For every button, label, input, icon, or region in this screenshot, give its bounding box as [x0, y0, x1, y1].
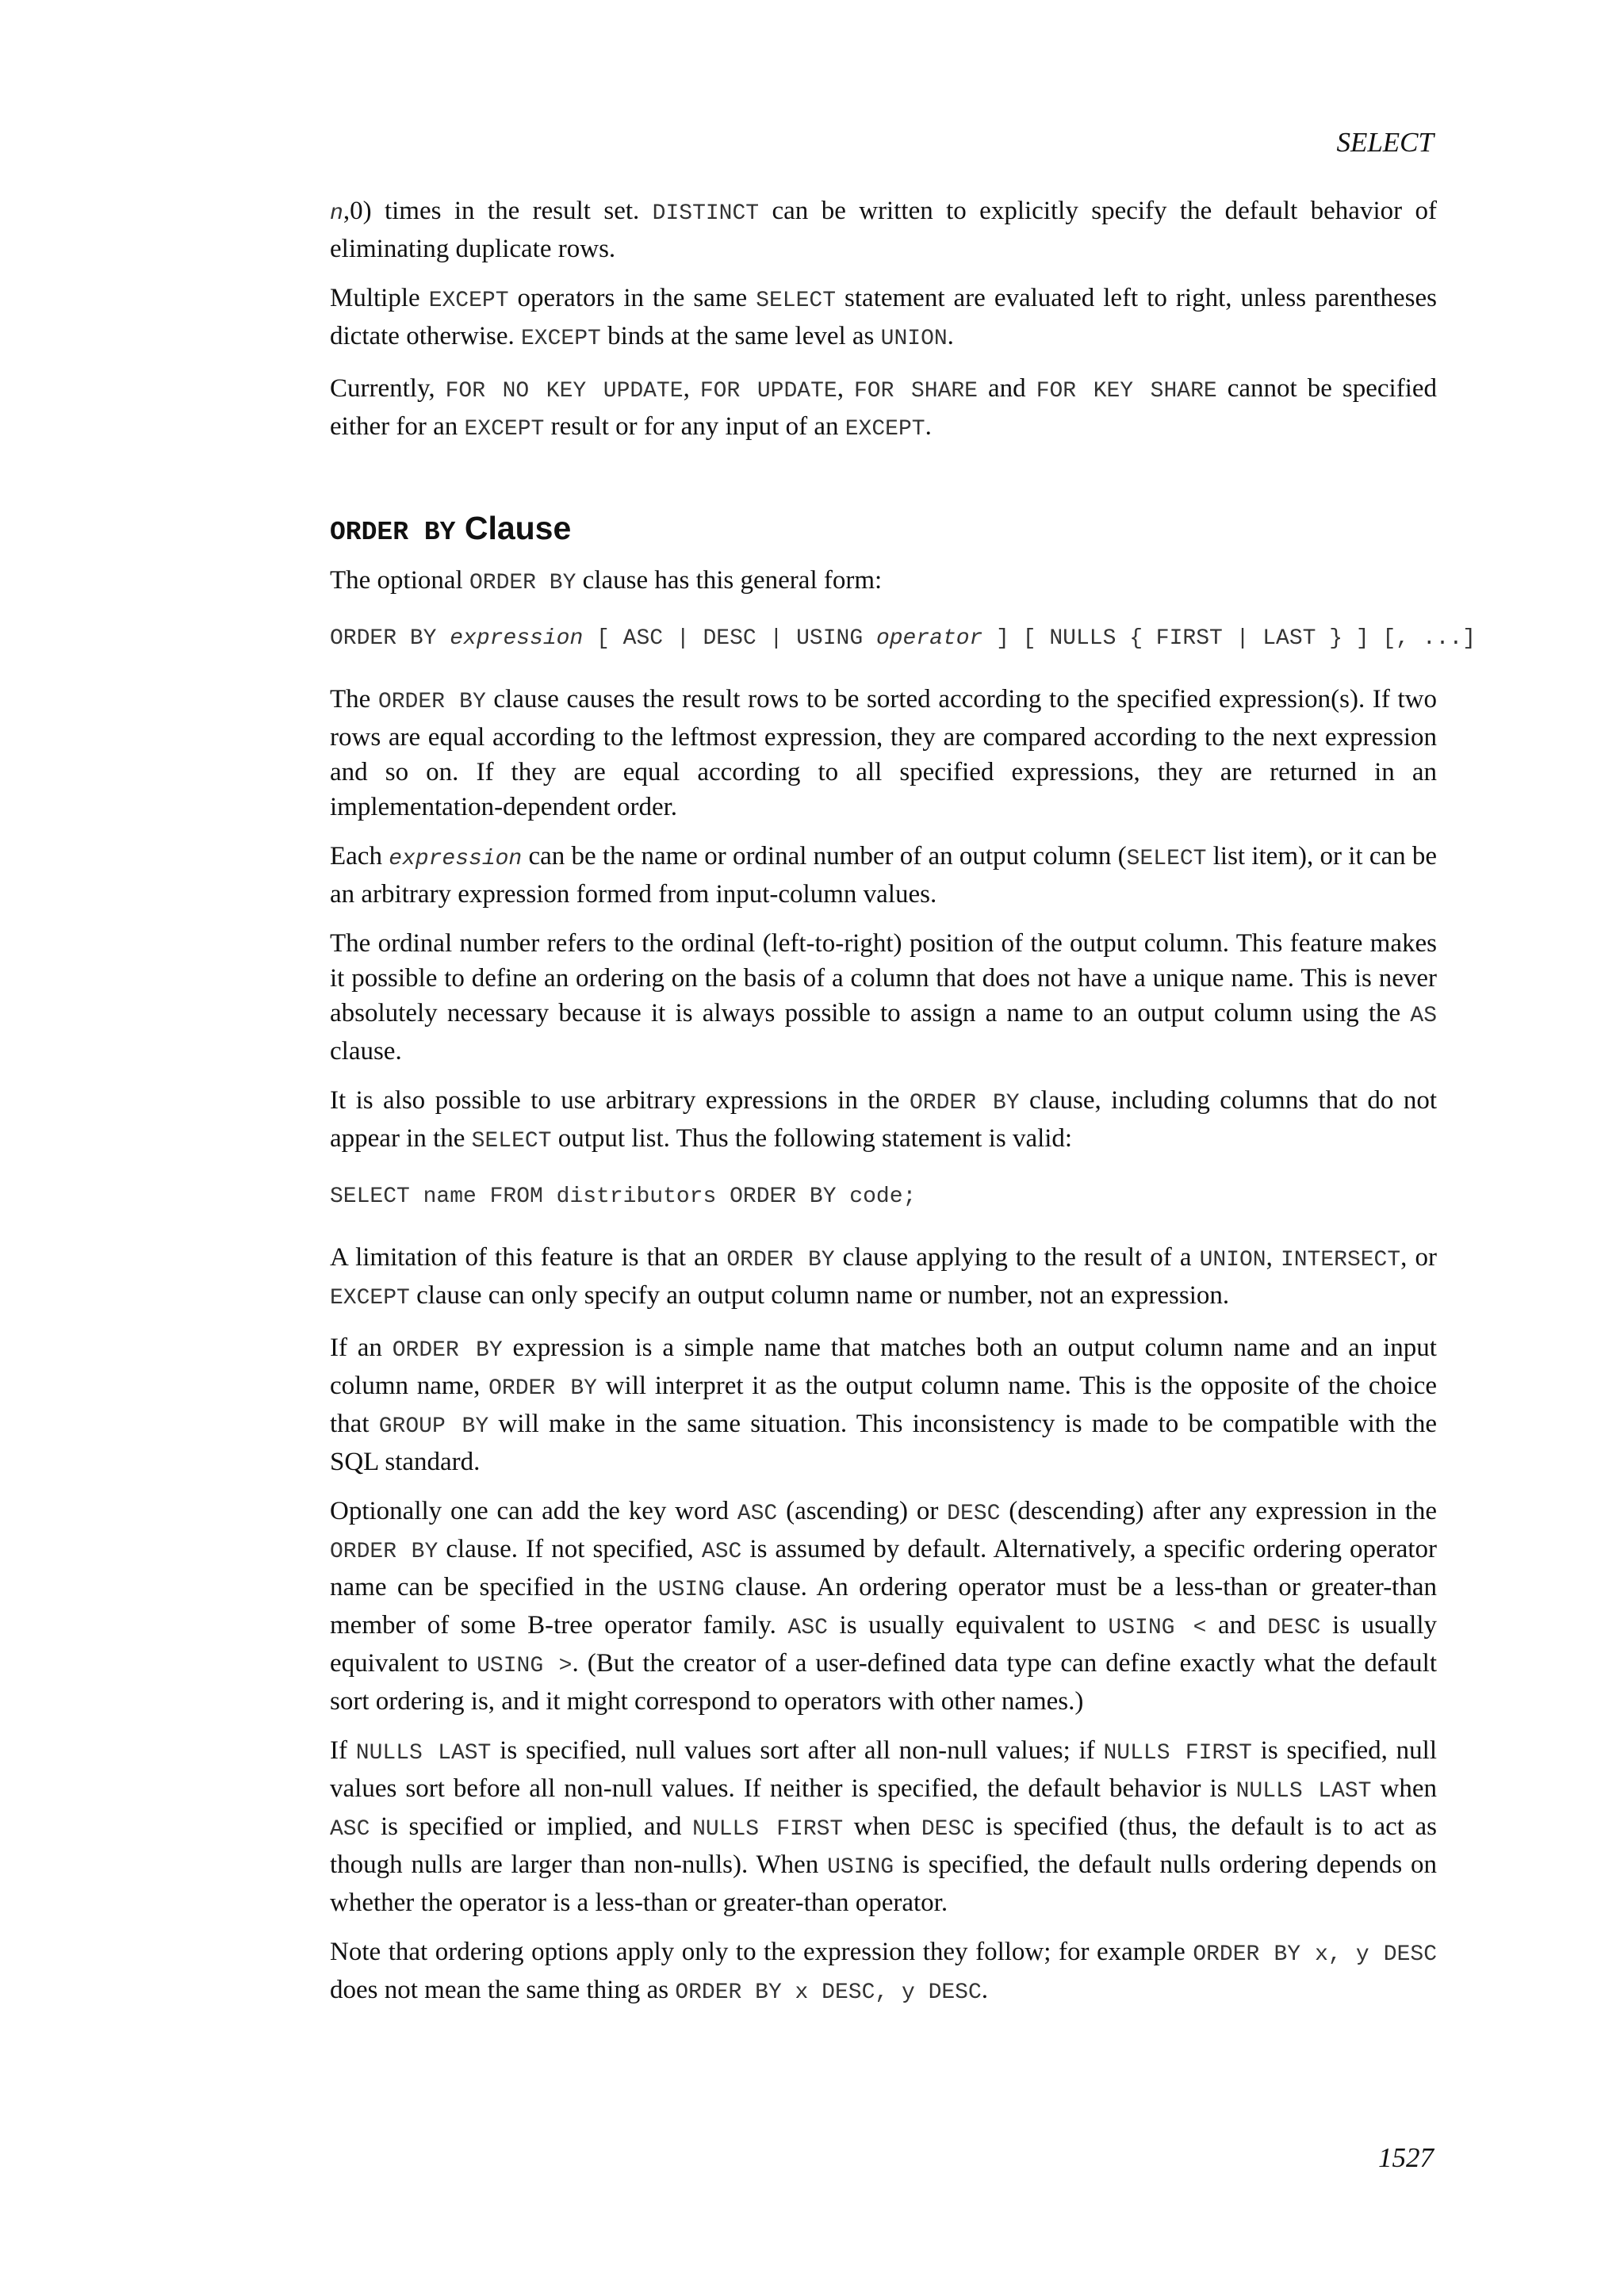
text: , — [837, 374, 854, 403]
inline-code: EXCEPT — [521, 327, 601, 351]
text: cannot be specified either for an — [330, 374, 1438, 441]
text: clause can only specify an output column name or number, not an expression. — [409, 1281, 1230, 1310]
text: , — [1266, 1243, 1281, 1272]
paragraph-name-match — [330, 1330, 1437, 1479]
inline-code: USING < — [1108, 1616, 1207, 1640]
syntax-synopsis — [330, 623, 1477, 655]
text: when — [843, 1812, 921, 1841]
inline-code: SELECT — [756, 289, 837, 313]
paragraph-asc-desc — [330, 1494, 1437, 1719]
text: is specified, null values sort after all non-null values; if — [491, 1736, 1104, 1765]
text: A limitation of this feature is that an — [330, 1243, 727, 1272]
text: can be written to explicitly specify the default behavior of eliminating duplicate rows. — [330, 197, 1437, 263]
text: ] [ NULLS { FIRST | LAST } ] [, ...] — [982, 626, 1477, 651]
text: is specified, null values sort before all non-null values. If neither is specified, the default behavior is — [330, 1736, 1437, 1803]
text: is specified, the default nulls ordering depends on whether the operator is a less-than or greater-than operator. — [330, 1850, 1437, 1917]
text: will interpret it as the output column name. This is the opposite of the choice that — [330, 1372, 1438, 1438]
text: Note that ordering options apply only to the expression they follow; for example — [330, 1938, 1193, 1966]
inline-code: ASC — [787, 1616, 828, 1640]
paragraph-arbitrary-expressions — [330, 1083, 1437, 1159]
text: (ascending) or — [777, 1497, 948, 1525]
paragraph-limitation — [330, 1240, 1437, 1316]
inline-code: DESC — [947, 1502, 1001, 1526]
text: and — [1206, 1611, 1268, 1640]
text: Optionally one can add the key word — [330, 1497, 737, 1525]
text: If an — [330, 1334, 393, 1362]
inline-code: USING > — [477, 1654, 573, 1678]
text: The ordinal number refers to the ordinal (left-to-right) position of the output column. This feature makes it possible to define an ordering on the basis of a column that does not have a unique name. This is never absolutely necessary because it is always possible to assign a name to an output column using the — [330, 929, 1437, 1027]
inline-code: EXCEPT — [428, 289, 509, 313]
text: clause, including columns that do not appear in the — [330, 1086, 1438, 1153]
inline-code: DESC — [1267, 1616, 1321, 1640]
text: ORDER BY — [330, 626, 450, 651]
inline-code: ORDER BY — [392, 1338, 503, 1363]
inline-code: ORDER BY x DESC, y DESC — [675, 1980, 982, 2005]
inline-code: ASC — [737, 1502, 778, 1526]
text: . — [925, 412, 932, 441]
inline-code: ORDER BY x, y DESC — [1193, 1942, 1437, 1967]
text: . — [981, 1976, 989, 2004]
text: is usually equivalent to — [330, 1611, 1438, 1678]
inline-code: EXCEPT — [330, 1286, 410, 1311]
inline-code: ORDER BY — [488, 1376, 597, 1401]
inline-code: ORDER BY — [377, 690, 486, 714]
paragraph-distinct — [330, 193, 1437, 266]
text: If — [330, 1736, 356, 1765]
paragraph-ordinal-number — [330, 926, 1437, 1069]
heading-code: ORDER BY — [330, 518, 456, 547]
inline-code: expression — [389, 847, 523, 871]
paragraph-ordering-options — [330, 1934, 1437, 2011]
inline-code: FOR UPDATE — [699, 379, 837, 404]
inline-code: SELECT — [1126, 847, 1207, 871]
inline-code: NULLS FIRST — [1103, 1741, 1252, 1766]
inline-code: FOR NO KEY UPDATE — [445, 379, 684, 404]
heading-text: Clause — [455, 510, 572, 546]
text: Multiple — [330, 284, 429, 312]
inline-code: n — [330, 201, 343, 226]
inline-code: EXCEPT — [845, 417, 925, 442]
inline-code: DISTINCT — [652, 201, 760, 226]
text: The — [330, 685, 378, 714]
inline-code: GROUP BY — [378, 1414, 489, 1439]
inline-code: ASC — [701, 1540, 742, 1564]
text: , — [683, 374, 700, 403]
text: ,0) times in the result set. — [343, 197, 653, 225]
text: clause has this general form: — [576, 566, 883, 595]
running-header: SELECT — [1336, 127, 1434, 158]
inline-code: NULLS LAST — [1235, 1779, 1372, 1804]
page-content — [330, 193, 1477, 2025]
inline-code: NULLS FIRST — [692, 1817, 844, 1842]
text: expression is a simple name that matches both an output column name and an input column name, — [330, 1334, 1437, 1400]
placeholder-term: operator — [875, 626, 983, 651]
paragraph-general-form — [330, 563, 1437, 601]
inline-code: NULLS LAST — [355, 1741, 492, 1766]
inline-code: DESC — [921, 1817, 975, 1842]
text: clause. If not specified, — [438, 1535, 702, 1563]
text: statement are evaluated left to right, unless parentheses dictate otherwise. — [330, 284, 1437, 350]
text: output list. Thus the following statement is valid: — [551, 1124, 1073, 1153]
placeholder-term: expression — [450, 626, 584, 651]
inline-code: USING — [657, 1578, 725, 1602]
inline-code: ASC — [330, 1817, 370, 1842]
text: . — [947, 322, 954, 350]
code-example: SELECT name FROM distributors ORDER BY code; — [330, 1184, 917, 1209]
text: can be the name or ordinal number of an output column ( — [522, 842, 1127, 871]
text: clause. An ordering operator must be a less-than or greater-than member of some B-tree operator family. — [330, 1573, 1437, 1640]
text: Each — [330, 842, 389, 871]
text: is usually equivalent to — [827, 1611, 1109, 1640]
text: is specified (thus, the default is to act as though nulls are larger than non-nulls). When — [330, 1812, 1437, 1879]
text: Currently, — [330, 374, 446, 403]
text: clause causes the result rows to be sorted according to the specified expression(s). If two rows are equal according to the leftmost expression, they are compared according to the next expression and so on. If they are equal according to all specified expressions, they are returned in an implementation-dependent order. — [330, 685, 1438, 821]
paragraph-locking — [330, 371, 1437, 447]
paragraph-order-by-cause — [330, 682, 1437, 825]
text: clause. — [330, 1037, 402, 1066]
text: when — [1371, 1774, 1438, 1803]
paragraph-each-expression — [330, 839, 1437, 912]
inline-code: FOR SHARE — [853, 379, 978, 404]
inline-code: ORDER BY — [469, 571, 576, 595]
text: . (But the creator of a user-defined data type can define exactly what the default sort ordering is, and it might correspond to operators with other names.) — [330, 1649, 1437, 1716]
inline-code: SELECT — [471, 1129, 552, 1154]
inline-code: FOR KEY SHARE — [1036, 379, 1217, 404]
text: result or for any input of an — [544, 412, 845, 441]
inline-code: ORDER BY — [726, 1248, 835, 1272]
text: list item), or it can be an arbitrary expression formed from input-column values. — [330, 842, 1438, 909]
text: is assumed by default. Alternatively, a specific ordering operator name can be specified in the — [330, 1535, 1437, 1601]
text: does not mean the same thing as — [330, 1976, 676, 2004]
text: operators in the same — [508, 284, 756, 312]
text: , or — [1400, 1243, 1437, 1272]
text: binds at the same level as — [600, 322, 881, 350]
section-heading — [330, 506, 1437, 555]
paragraph-nulls-ordering — [330, 1733, 1437, 1920]
text: and — [977, 374, 1036, 403]
inline-code: ORDER BY — [910, 1091, 1020, 1115]
text: (descending) after any expression in the — [1000, 1497, 1438, 1525]
inline-code: ORDER BY — [330, 1540, 439, 1564]
text: It is also possible to use arbitrary expressions in the — [330, 1086, 910, 1115]
paragraph-multiple-except — [330, 281, 1437, 357]
inline-code: UNION — [880, 327, 948, 351]
inline-code: EXCEPT — [464, 417, 545, 442]
inline-code: INTERSECT — [1280, 1248, 1401, 1272]
text: is specified or implied, and — [370, 1812, 693, 1841]
page-number: 1527 — [1378, 2142, 1434, 2173]
text: will make in the same situation. This inconsistency is made to be compatible with the SQL standard. — [330, 1410, 1437, 1476]
inline-code: USING — [827, 1855, 894, 1880]
text: clause applying to the result of a — [834, 1243, 1200, 1272]
inline-code: UNION — [1199, 1248, 1266, 1272]
text: [ ASC | DESC | USING — [583, 626, 876, 651]
text: The optional — [330, 566, 469, 595]
inline-code: AS — [1410, 1004, 1437, 1028]
